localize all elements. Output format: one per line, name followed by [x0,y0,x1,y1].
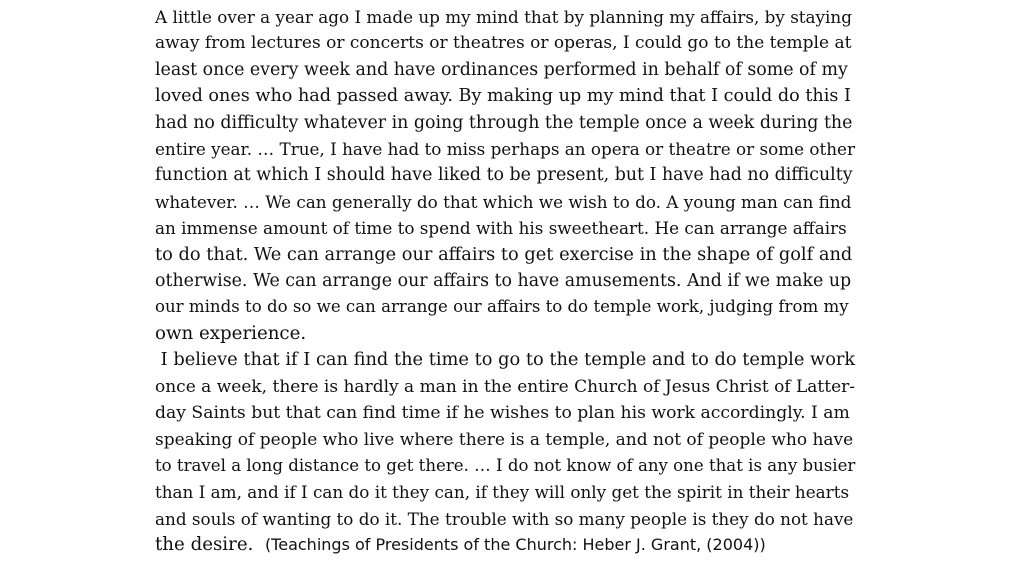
quote-line-17: speaking of people who live where there is a temple, and not of people who have [155,429,854,450]
quote-line-12: our minds to do so we can arrange our affairs to do temple work, judging from my [155,297,849,317]
quote-line-11: otherwise. We can arrange our affairs to have amusements. And if we make up [155,271,852,292]
quote-line-1: A little over a year ago I made up my mind that by planning my affairs, by staying [155,7,852,27]
quote-line-2: away from lectures or concerts or theatres or operas, I could go to the temple at [155,33,852,54]
quote-line-13: own experience. [155,322,307,344]
quote-line-20: and souls of wanting to do it. The trouble with so many people is they do not have [155,508,854,529]
quote-line-10: to do that. We can arrange our affairs to get exercise in the shape of golf and [155,243,853,265]
quote-line-19: than I am, and if I can do it they can, if they will only get the spirit in their hearts [155,482,850,503]
quote-last-text: the desire. [155,534,265,556]
quote-line-8: whatever. … We can generally do that which we wish to do. A young man can find [155,191,852,212]
quote-line-18: to travel a long distance to get there. … I do not know of any one that is any busier [155,455,856,475]
quote-line-6: entire year. … True, I have had to miss perhaps an opera or theatre or some other [155,139,855,160]
citation: (Teachings of Presidents of the Church: Heber J. Grant, (2004)) [264,535,766,555]
quote-text [155,4,855,559]
quote-line-14: I believe that if I can find the time to go to the temple and to do temple work [155,349,856,371]
quote-line-7: function at which I should have liked to be present, but I have had no difficulty [155,165,853,186]
quote-line-4: loved ones who had passed away. By making up my mind that I could do this I [155,86,851,107]
quote-line-3: least once every week and have ordinances performed in behalf of some of my [155,59,848,80]
quote-line-5: had no difficulty whatever in going through the temple once a week during the [155,112,853,133]
quote-line-9: an immense amount of time to spend with his sweetheart. He can arrange affairs [155,218,847,239]
quote-line-15: once a week, there is hardly a man in the entire Church of Jesus Christ of Latter- [155,376,856,397]
quote-line-16: day Saints but that can find time if he wishes to plan his work accordingly. I am [155,403,850,424]
quote-line-last [155,532,855,558]
